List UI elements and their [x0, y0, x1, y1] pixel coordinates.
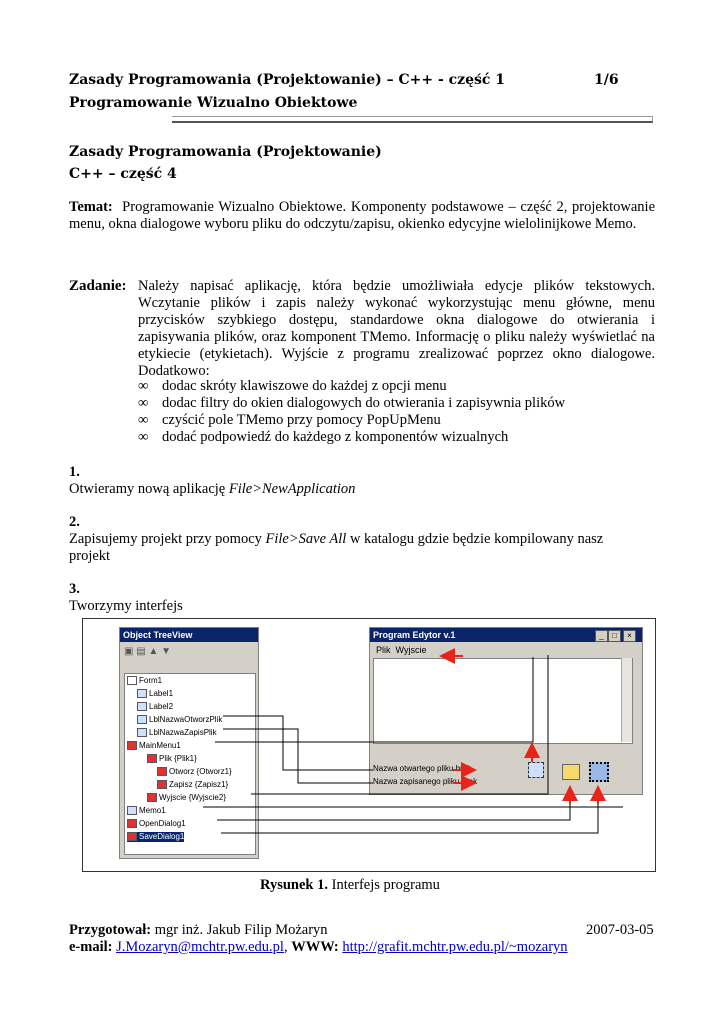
header-title: Zasady Programowania (Projektowanie) – C++ - część 1	[69, 72, 506, 88]
editor-title: Program Edytor v.1	[370, 628, 642, 642]
interface-figure	[82, 618, 656, 872]
new-item-icon[interactable]: ▤	[136, 646, 146, 657]
footer-contact: e-mail: J.Mozaryn@mchtr.pw.edu.pl, WWW: http://grafit.mchtr.pw.edu.pl/~mozaryn	[69, 939, 568, 955]
menu-plik[interactable]: Plik	[376, 645, 391, 655]
bullet-icon: ∞	[138, 395, 149, 411]
tree-item[interactable]: Label1	[137, 689, 173, 699]
close-button[interactable]: ×	[623, 630, 636, 642]
doc-heading: Zasady Programowania (Projektowanie)	[69, 144, 382, 160]
tree-item[interactable]: Memo1	[127, 806, 166, 816]
connector-arrows	[83, 619, 655, 871]
doc-subheading: C++ – część 4	[69, 166, 177, 182]
bullet-icon: ∞	[138, 429, 149, 445]
tree-item[interactable]: Zapisz {Zapisz1}	[157, 780, 228, 790]
header-rule	[172, 116, 653, 123]
list-item: ∞ dodac filtry do okien dialogowych do otwierania i zapisywnia plików	[138, 395, 566, 411]
step2-text-cont: projekt	[69, 548, 111, 564]
zadanie-label: Zadanie:	[69, 278, 127, 294]
header-subtitle: Programowanie Wizualno Obiektowe	[69, 95, 358, 111]
step2-number: 2.	[69, 514, 80, 530]
menu-wyjscie[interactable]: Wyjscie	[395, 645, 427, 655]
bullet-icon: ∞	[138, 378, 149, 394]
email-link[interactable]: J.Mozaryn@mchtr.pw.edu.pl	[116, 939, 284, 955]
tree-item[interactable]: OpenDialog1	[127, 819, 186, 829]
tree-item[interactable]: LblNazwaZapisPlik	[137, 728, 217, 738]
arrow-down-icon[interactable]: ▼	[161, 646, 172, 657]
maximize-button[interactable]: □	[608, 630, 621, 642]
temat-text: Programowanie Wizualno Obiektowe. Komponenty podstawowe – część 2, projektowanie menu, okna dialogowe wyboru pliku do odczytu/zapisu, okienko edycyjne wielolinijkowe Memo.	[69, 199, 656, 232]
list-item: ∞ dodac skróty klawiszowe do każdej z opcji menu	[138, 378, 447, 394]
tree-item[interactable]: Label2	[137, 702, 173, 712]
temat-paragraph	[69, 199, 655, 233]
step1-number: 1.	[69, 464, 80, 480]
minimize-button[interactable]: _	[595, 630, 608, 642]
page-number: 1/6	[594, 72, 619, 88]
footer-author: Przygotował: mgr inż. Jakub Filip Możaryn	[69, 922, 328, 938]
tree-item[interactable]: LblNazwaOtworzPlik	[137, 715, 222, 725]
treeview-title: Object TreeView	[120, 628, 258, 642]
list-item: ∞ dodać podpowiedź do każdego z komponentów wizualnych	[138, 429, 509, 445]
bullet-icon: ∞	[138, 412, 149, 428]
figure-caption	[260, 877, 440, 894]
requirements-list	[138, 378, 655, 446]
step3-text: Tworzymy interfejs	[69, 598, 183, 614]
temat-label: Temat:	[69, 199, 113, 215]
step2-text: Zapisujemy projekt przy pomocy File>Save All w katalogu gdzie będzie kompilowany nasz	[69, 531, 604, 547]
footer-date: 2007-03-05	[586, 922, 654, 938]
label-save-file: Nazwa zapisanego pliku brak	[373, 777, 478, 786]
tree-item[interactable]: MainMenu1	[127, 741, 181, 751]
label-open-file: Nazwa otwartego pliku brak	[373, 764, 472, 773]
tree-item-selected[interactable]: SaveDialog1	[127, 832, 184, 842]
arrow-up-icon[interactable]: ▲	[148, 646, 159, 657]
step3-number: 3.	[69, 581, 80, 597]
zadanie-text: Należy napisać aplikację, która będzie umożliwiała edycje plików tekstowych. Wczytanie plików i zapis należy wykonać wykorzystując menu główne, menu przycisków szybkiego dostępu, standardowe okna dialogowe do otwierania i zapisywania plików, oraz komponent TMemo. Informację o pliku należy wyświetlać na etykiecie (etykietach). Wyjście z programu zrealizować poprzez okno dialogowe. Dodatkowo:	[138, 278, 655, 379]
caption-text: Interfejs programu	[327, 877, 440, 893]
tree-item[interactable]: Wyjscie {Wyjscie2}	[147, 793, 226, 803]
tree-item[interactable]: Form1	[127, 676, 162, 686]
tree-item[interactable]: Otworz {Otworz1}	[157, 767, 232, 777]
list-item: ∞ czyścić pole TMemo przy pomocy PopUpMenu	[138, 412, 441, 428]
step1-text: Otwieramy nową aplikację File>NewApplication	[69, 481, 356, 497]
caption-label: Rysunek 1.	[260, 877, 328, 893]
www-link[interactable]: http://grafit.mchtr.pw.edu.pl/~mozaryn	[342, 939, 568, 955]
tree-item[interactable]: Plik {Plik1}	[147, 754, 197, 764]
folder-icon[interactable]: ▣	[124, 646, 134, 657]
